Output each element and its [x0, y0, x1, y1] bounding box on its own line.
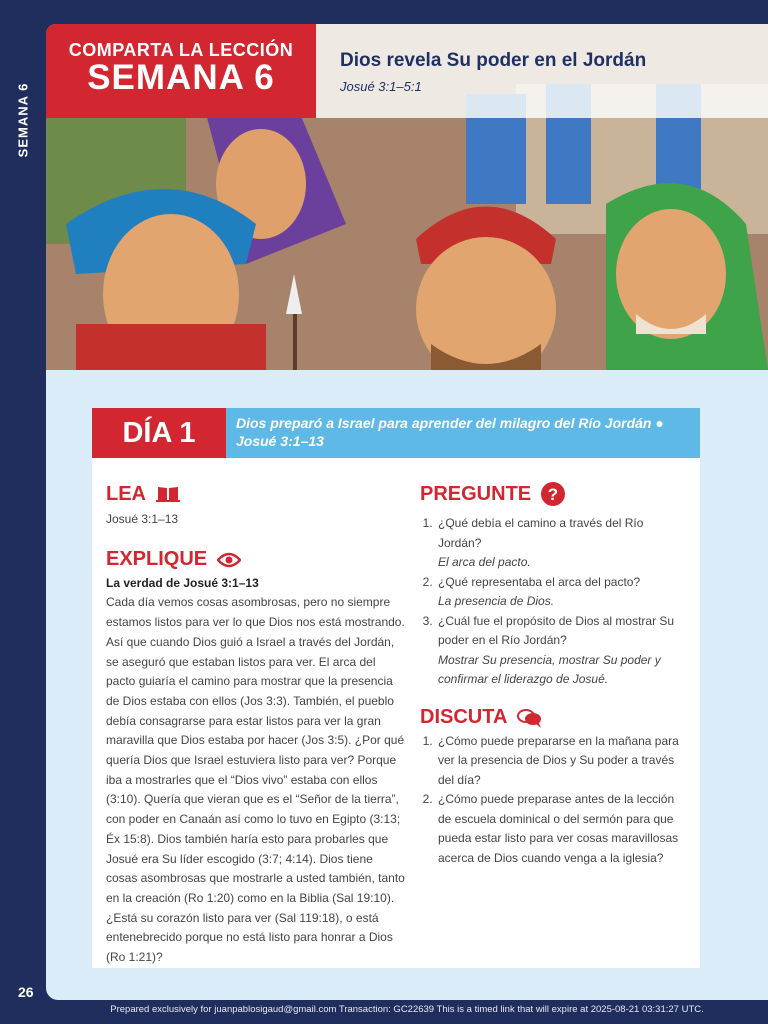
left-column [106, 482, 406, 968]
side-label: SEMANA 6 [15, 82, 31, 158]
speech-bubbles-icon [517, 708, 543, 728]
right-column [420, 482, 690, 868]
explique-heading: EXPLIQUE [106, 548, 406, 572]
list-item: 2. ¿Qué representaba el arca del pacto? La presencia de Dios. [436, 573, 690, 612]
book-icon [156, 485, 180, 503]
list-item: 1. ¿Cómo puede prepararse en la mañana para ver la presencia de Dios y Su poder a través del día? [436, 732, 690, 791]
discuta-list [420, 732, 690, 869]
lesson-subtitle: Dios revela Su poder en el Jordán [340, 50, 647, 71]
day-card [92, 408, 700, 968]
week-title: SEMANA 6 [87, 58, 275, 97]
day-theme: Dios preparó a Israel para aprender del milagro del Río Jordán ● Josué 3:1–13 [226, 408, 700, 458]
footer-notice: Prepared exclusively for juanpablosigaud@gmail.com Transaction: GC22639 This is a timed link that will expire at 2025-08-21 03:31:27 UTC. [110, 1004, 704, 1015]
list-item: 3. ¿Cuál fue el propósito de Dios al mostrar Su poder en el Río Jordán? Mostrar Su presencia, mostrar Su poder y confirmar el liderazgo de Josué. [436, 612, 690, 690]
lesson-subtitle-box [316, 24, 768, 118]
lea-heading: LEA [106, 482, 406, 506]
pregunte-heading: PREGUNTE ? [420, 482, 690, 506]
lesson-reference: Josué 3:1–5:1 [340, 79, 422, 94]
svg-text:?: ? [547, 485, 559, 504]
discuta-heading: DISCUTA [420, 706, 690, 730]
page-number: 26 [18, 984, 34, 1000]
eye-icon [217, 552, 241, 568]
question-icon [541, 482, 565, 506]
list-item: 2. ¿Cómo puede preparase antes de la lección de escuela dominical o del sermón para que pueda estar listo para ver cosas maravillosas acerca de Dios cuando venga a la iglesia? [436, 790, 690, 868]
hero-illustration [46, 24, 768, 370]
explique-subheading: La verdad de Josué 3:1–13 [106, 575, 259, 590]
lesson-label: COMPARTA LA LECCIÓN [68, 40, 294, 60]
list-item: 1. ¿Qué debía el camino a través del Río Jordán? El arca del pacto. [436, 514, 690, 573]
page-panel [46, 24, 768, 1000]
explique-body: Cada día vemos cosas asombrosas, pero no siempre estamos listos para ver lo que Dios nos está mostrando. Así que cuando Dios guió a Israel a través del Jordán, se aseguró que estaban listos para ver. El arca del pacto guiaría el camino para mostrar que la presencia de Dios estaba con ellos (Jos 3:3). También, el pueblo debía consagrarse para estar listos para ver la gran maravilla que Dios estaba por hacer (Jos 3:5). ¿Por qué quería Dios que Israel estuviera listo para ver? Porque iba a mostrarles que el “Dios vivo” estaba con ellos (3:10). Quería que vieran que es el “Señor de la tierra”, con poder en Canaán así como lo tuvo en Egipto (3:13; Éx 15:8). Dios también haría esto para probarles que Josué era Su líder escogido (3:7; 4:14). Dios tiene cosas asombrosas que mostrarle a usted también, tanto en la creación (Ro 1:20) como en la Biblia (Sal 19:10). ¿Está su corazón listo para ver (Sal 119:18), o está entenebrecido porque no está listo para honrar a Dios (Ro 1:21)? [106, 595, 405, 965]
lesson-title-box [46, 24, 316, 118]
pregunte-list [420, 514, 690, 690]
day-label: DÍA 1 [92, 408, 226, 458]
lea-text: Josué 3:1–13 [106, 512, 179, 526]
